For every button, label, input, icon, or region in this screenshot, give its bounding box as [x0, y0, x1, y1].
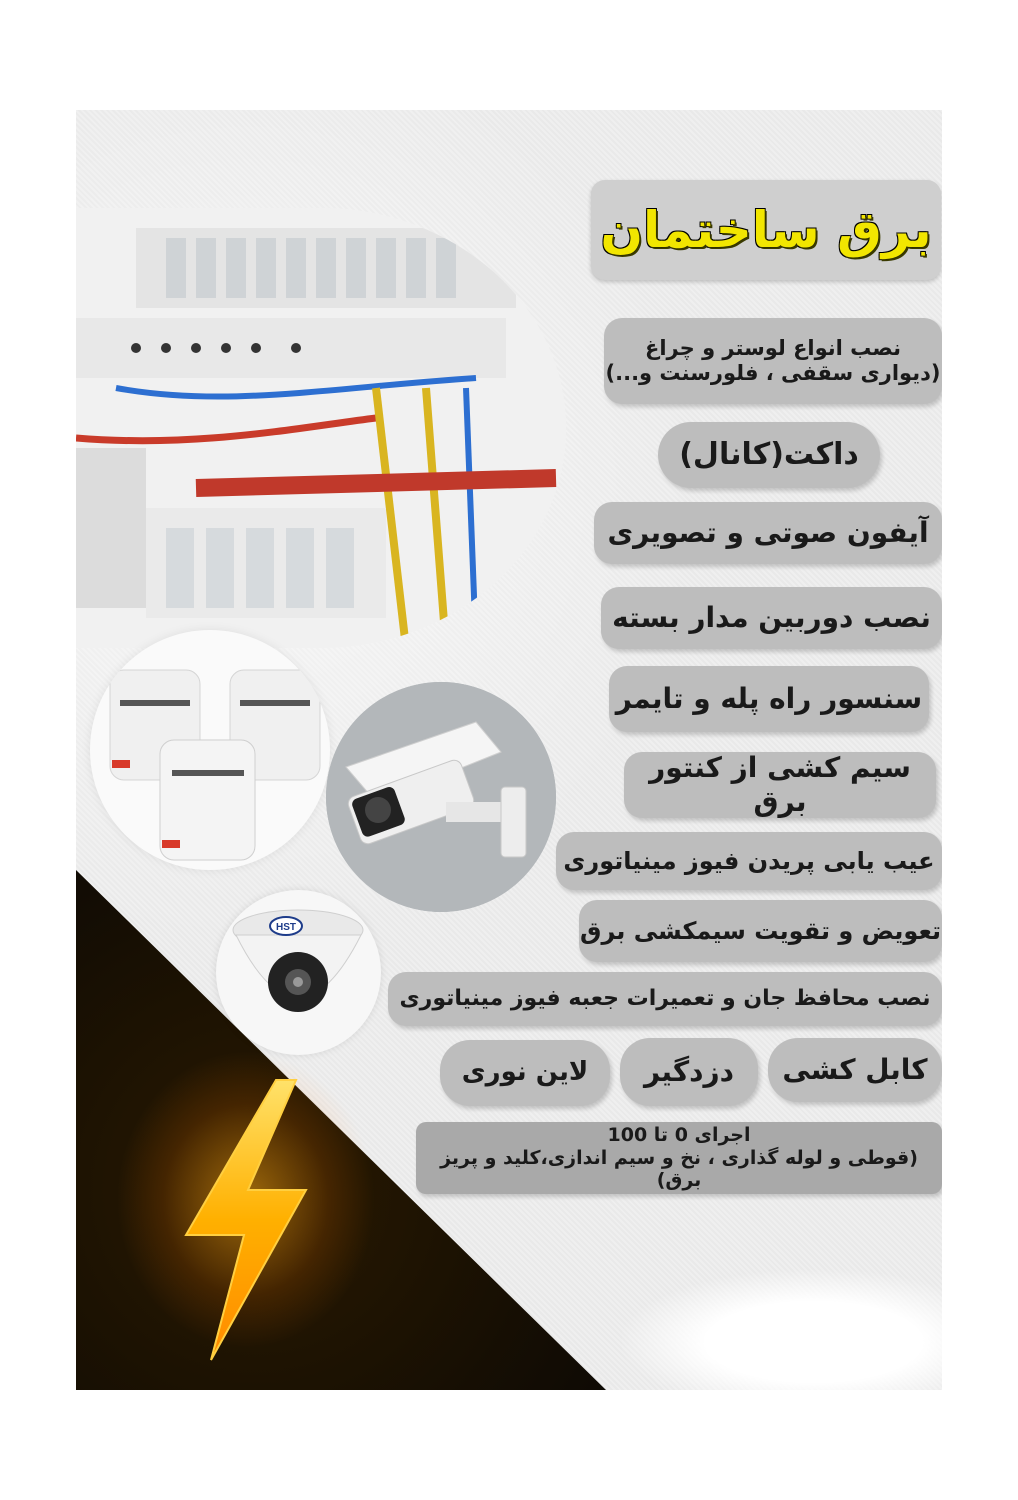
bullet-camera-image	[326, 682, 556, 912]
service-item-fuse-troubleshoot	[556, 832, 942, 890]
service-label: لاین نوری	[461, 1057, 589, 1088]
service-item-meter-wiring	[624, 752, 936, 818]
service-item-full-execution	[416, 1122, 942, 1194]
service-label: آیفون صوتی و تصویری	[607, 516, 929, 550]
service-item-fiber-line	[440, 1040, 610, 1106]
service-label: اجرای 0 تا 100	[607, 1123, 751, 1146]
service-item-duct	[658, 422, 880, 488]
dome-camera-image	[216, 890, 381, 1055]
motion-sensor-image	[90, 630, 330, 870]
service-label: نصب دوربین مدار بسته	[612, 601, 931, 635]
service-label: کابل کشی	[782, 1053, 928, 1087]
service-item-rcd-install	[388, 972, 942, 1026]
service-label: عیب یابی پریدن فیوز مینیاتوری	[563, 846, 935, 875]
service-label: سنسور راه پله و تایمر	[615, 682, 923, 716]
service-item-stair-sensor	[609, 666, 929, 732]
service-label: دزدگیر	[644, 1055, 734, 1089]
service-item-rewiring	[579, 900, 942, 962]
service-label: نصب انواع لوستر و چراغ	[645, 335, 901, 360]
service-item-intercom	[594, 502, 942, 564]
electrical-panel-image	[76, 208, 566, 648]
service-label: تعویض و تقویت سیمکشی برق	[580, 916, 941, 945]
lightning-bolt-icon	[156, 1070, 336, 1370]
service-sublabel: (قوطی و لوله گذاری ، نخ و سیم اندازی،کلید و پریز برق)	[440, 1146, 918, 1192]
service-label: نصب محافظ جان و تعمیرات جعبه فیوز مینیاتوری	[399, 985, 931, 1011]
poster	[76, 110, 942, 1390]
page-title: برق ساختمان	[600, 201, 932, 259]
service-label: داکت(کانال)	[679, 437, 859, 472]
service-item-alarm	[620, 1038, 758, 1106]
service-sublabel: (دیواری سقفی ، فلورسنت و...)	[605, 361, 941, 385]
service-item-cctv	[601, 587, 942, 649]
service-item-cabling	[768, 1038, 942, 1102]
service-label: سیم کشی از کنتور برق	[649, 751, 911, 818]
camera-brand-label: HST	[276, 922, 296, 933]
service-item-lighting	[604, 318, 942, 404]
title-box	[591, 180, 941, 280]
white-splash	[622, 1270, 942, 1390]
